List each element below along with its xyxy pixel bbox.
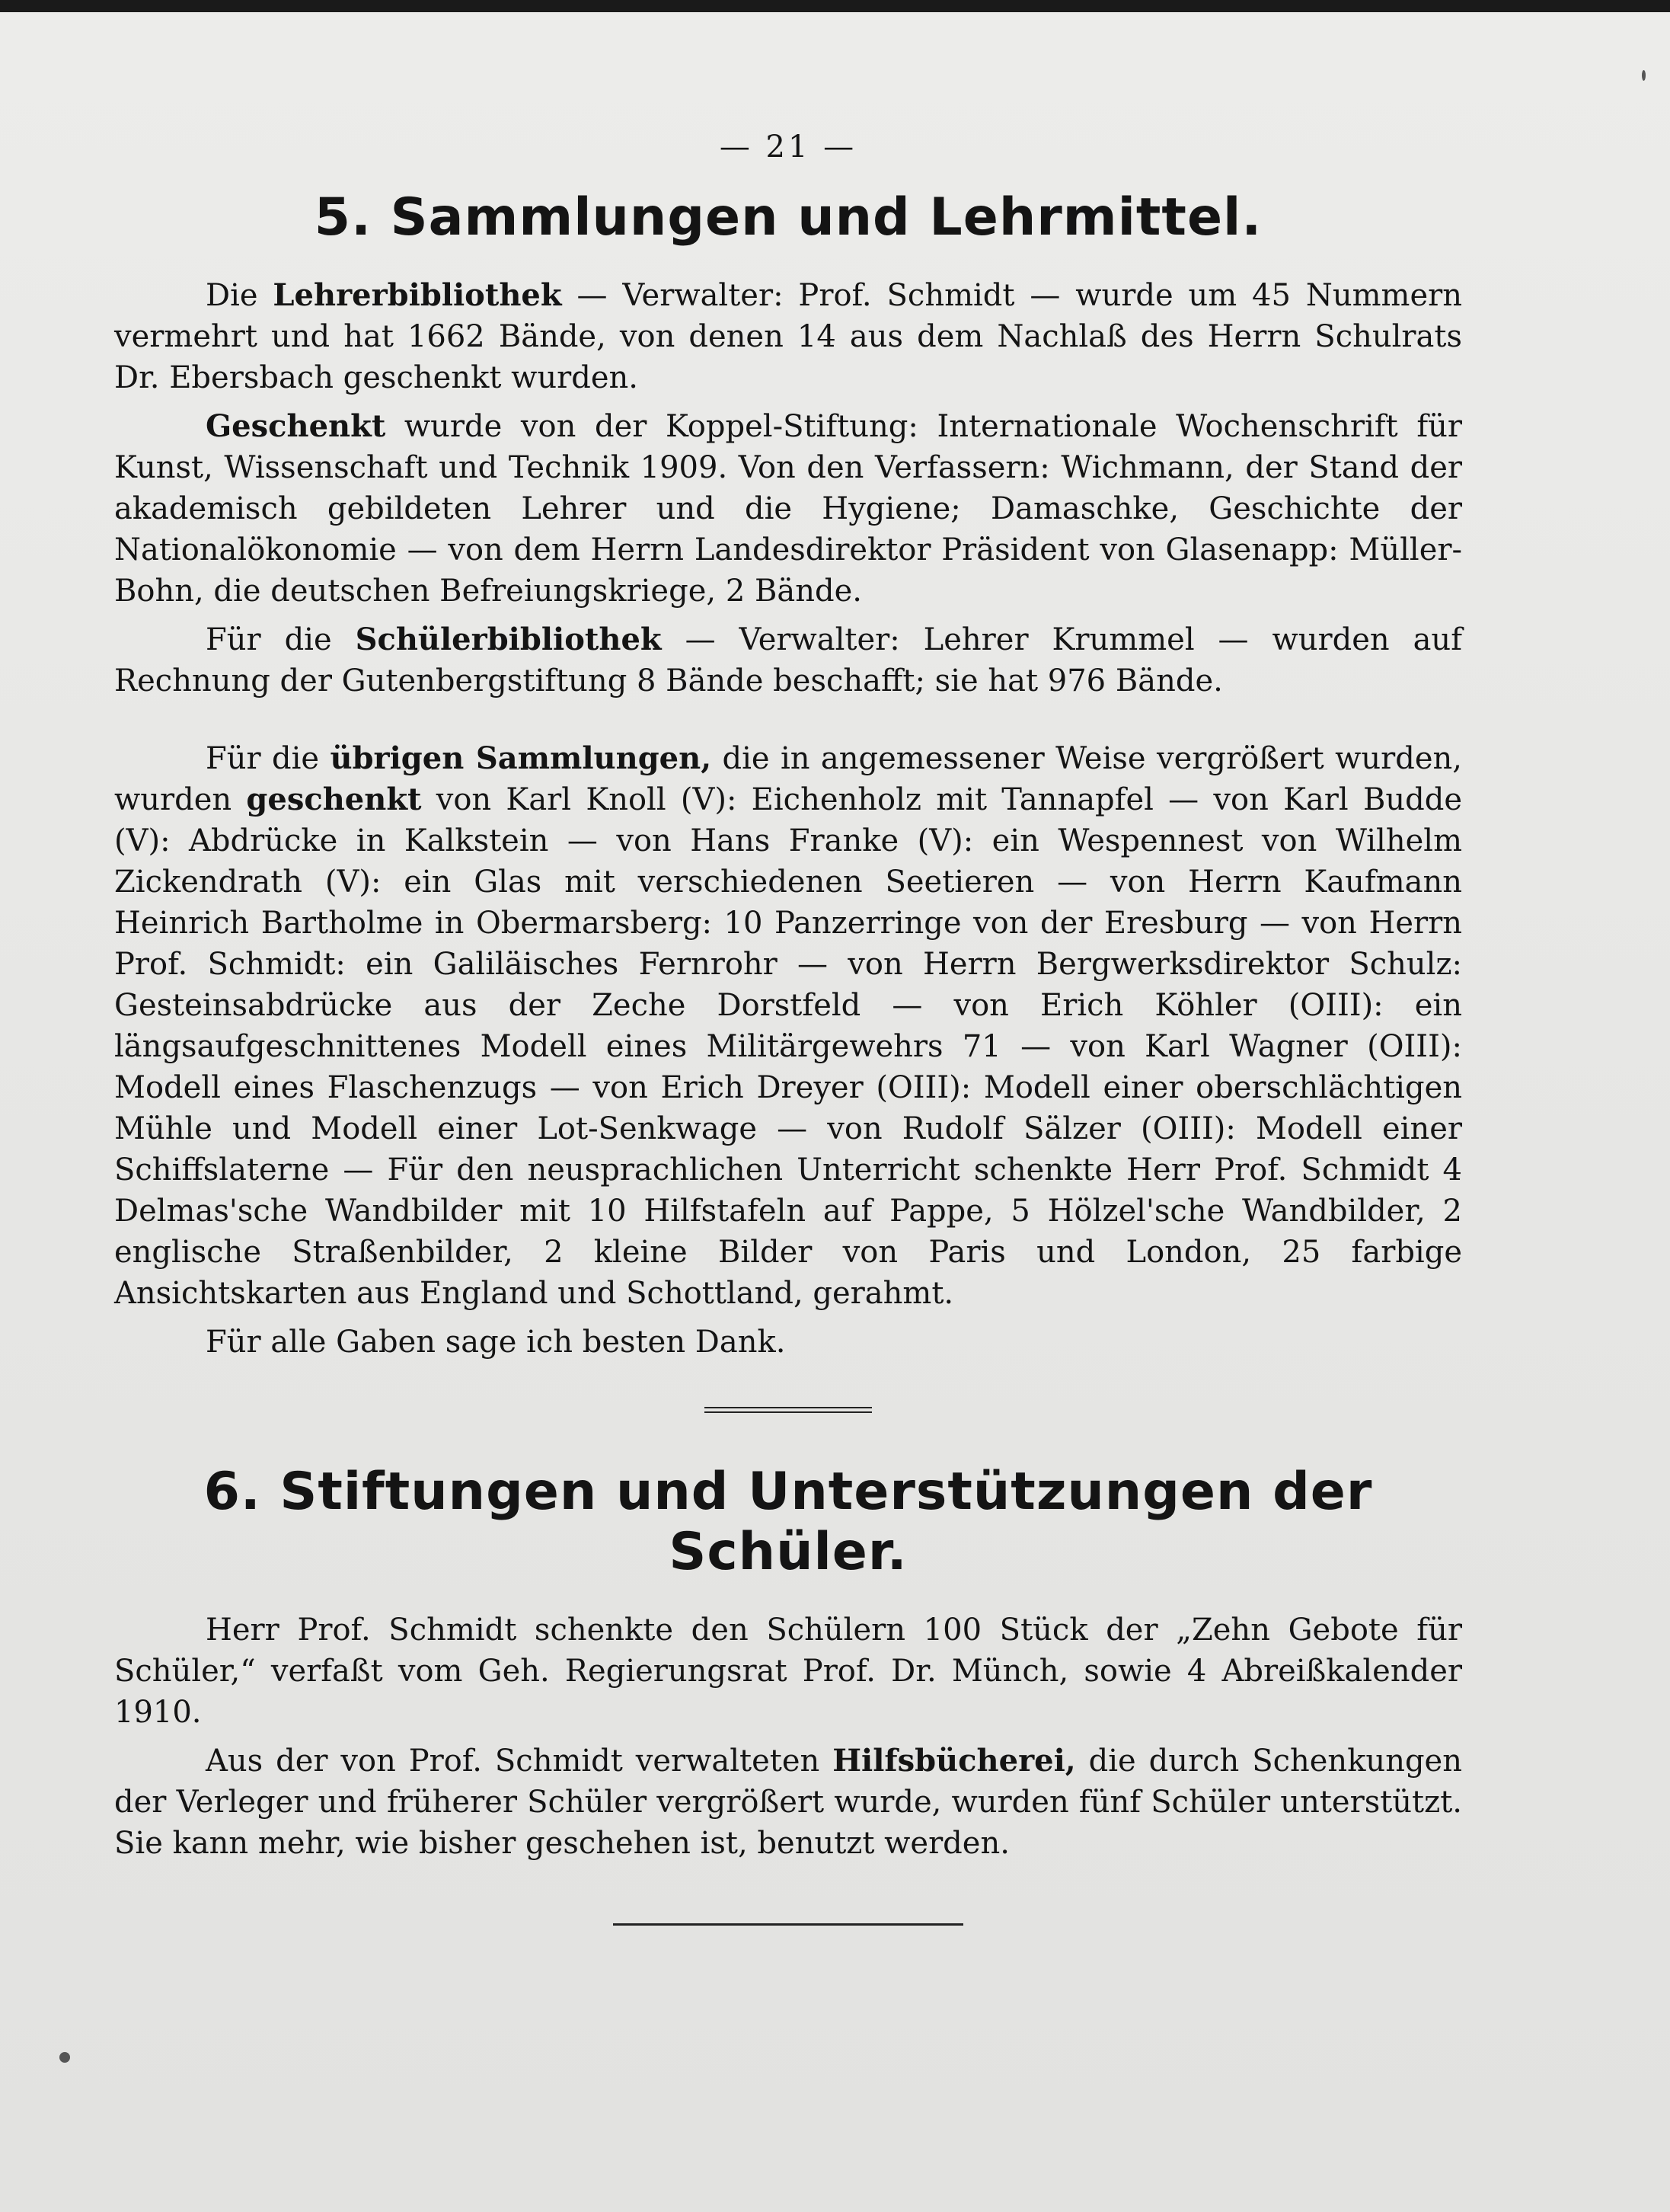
bold-term: übrigen Sammlungen, [330,740,712,776]
text: die in angemessener Weise vergrößert wurden, wurden [114,741,1463,817]
section-stiftungen [114,1462,1462,1926]
text: Die [206,278,273,313]
text: Aus der von Prof. Schmidt verwalteten [206,1744,833,1779]
scan-speck [59,2052,70,2063]
bold-term: geschenkt [246,782,422,817]
page-number: — 21 — [719,129,857,165]
paragraph-geschenkt [114,406,1462,612]
text: von Karl Knoll (V): Eichenholz mit Tannapfel — von Karl Budde (V): Abdrücke in Kalkstein — von Hans Franke (V): ein Wespennest von Wilhelm Zickendrath (V): ein Glas mit verschiedenen Seetieren — von Herrn Kaufmann Heinrich Bartholme in Obermarsberg: 10 Panzerringe von der Eresburg — von Herrn Prof. Schmidt: ein Galiläisches Fernrohr — von Herrn Bergwerksdirektor Schulz: Gesteinsabdrücke aus der Zeche Dorstfeld — von Erich Köhler (OIII): ein längsaufgeschnittenes Modell eines Militärgewehrs 71 — von Karl Wagner (OIII): Modell eines Flaschenzugs — von Erich Dreyer (OIII): Modell einer oberschlächtigen Mühle und Modell einer Lot-Senkwage — von Rudolf Sälzer (OIII): Modell einer Schiffslaterne — Für den neusprachlichen Unterricht schenkte Herr Prof. Schmidt 4 Delmas'sche Wandbilder mit 10 Hilfstafeln auf Pappe, 5 Hölzel'sche Wandbilder, 2 englische Straßenbilder, 2 kleine Bilder von Paris und London, 25 farbige Ansichtskarten aus England und Schottland, gerahmt. [114,782,1462,1311]
text: wurde von der Koppel-Stiftung: Internationale Wochenschrift für Kunst, Wissenschaft und Technik 1909. Von den Verfassern: Wichmann, der Stand der akademisch gebildeten Lehrer und die Hygiene; Damaschke, Geschichte der Nationalökonomie — von dem Herrn Landesdirektor Präsident von Glasenapp: Müller-Bohn, die deutschen Befreiungskriege, 2 Bände. [114,409,1462,609]
paragraph-hilfsbuecherei [114,1741,1462,1864]
scan-top-edge [0,0,1670,12]
text: Für die [206,622,356,657]
paragraph-lehrerbibliothek [114,275,1462,398]
end-rule [613,1923,963,1926]
text: die durch Schenkungen der Verleger und früherer Schüler vergrößert wurde, wurden fünf Schüler unterstützt. Sie kann mehr, wie bisher geschehen ist, benutzt werden. [114,1744,1462,1861]
text: Für die [206,741,330,776]
section-title: 6. Stiftungen und Unterstützungen der Schüler. [203,1462,1373,1582]
paragraph-dank: Für alle Gaben sage ich besten Dank. [206,1325,786,1360]
bold-term: Schülerbibliothek [355,622,662,657]
section-divider [704,1407,872,1408]
scan-speck [1642,70,1646,81]
paragraph-schuelerbibliothek [114,619,1462,702]
section-title: 5. Sammlungen und Lehrmittel. [314,187,1263,248]
paragraph-zehn-gebote: Herr Prof. Schmidt schenkte den Schülern 100 Stück der „Zehn Gebote für Schüler,“ verfaßt vom Geh. Regierungsrat Prof. Dr. Münch, sowie 4 Abreißkalender 1910. [114,1613,1462,1730]
paragraph-sammlungen [114,738,1462,1314]
bold-term: Lehrerbibliothek [273,277,562,313]
bold-term: Hilfsbücherei, [832,1743,1076,1779]
section-sammlungen [114,187,1462,1408]
bold-term: Geschenkt [206,408,386,444]
text: — Verwalter: Prof. Schmidt — wurde um 45 Nummern vermehrt und hat 1662 Bände, von denen 14 aus dem Nachlaß des Herrn Schulrats Dr. Ebersbach geschenkt wurden. [114,278,1462,395]
page-content [114,129,1462,1926]
text: — Verwalter: Lehrer Krummel — wurden auf Rechnung der Gutenbergstiftung 8 Bände beschafft; sie hat 976 Bände. [114,622,1462,698]
